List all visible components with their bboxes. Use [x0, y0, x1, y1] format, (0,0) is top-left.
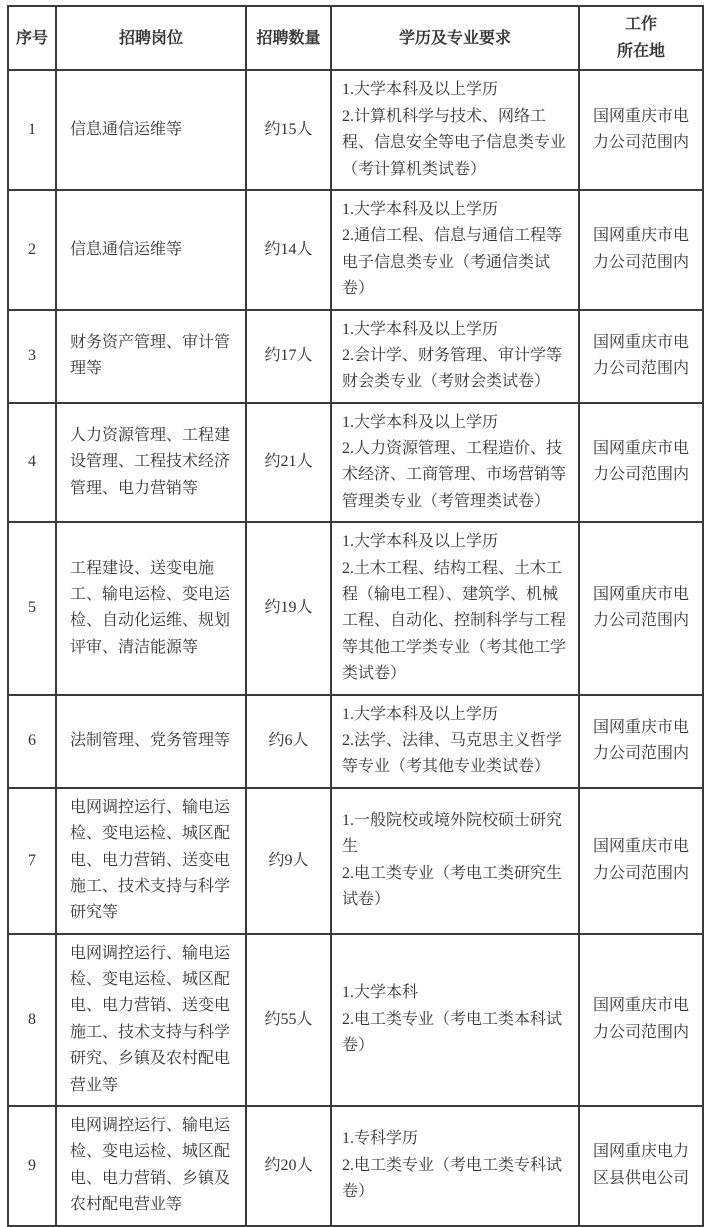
row-position: 信息通信运维等: [56, 190, 246, 310]
row-no: 4: [8, 403, 56, 523]
row-position: 法制管理、党务管理等: [56, 695, 246, 788]
row-no: 6: [8, 695, 56, 788]
requirement-line: 1.大学本科及以上学历: [342, 413, 499, 431]
row-count: 约20人: [246, 1106, 331, 1226]
row-requirements: [331, 310, 579, 403]
row-count: 约6人: [246, 695, 331, 788]
row-location: 国网重庆市电力公司范围内: [579, 788, 703, 934]
row-location: 国网重庆市电力公司范围内: [579, 70, 703, 190]
row-requirements: [331, 788, 579, 934]
row-location: 国网重庆市电力公司范围内: [579, 190, 703, 310]
row-no: 9: [8, 1106, 56, 1226]
header-location-line1: 工作: [624, 16, 657, 33]
row-no: 8: [8, 934, 56, 1106]
header-position: 招聘岗位: [56, 6, 246, 70]
table-row: [8, 695, 703, 788]
table-row: [8, 522, 703, 694]
table-header-row: [8, 6, 703, 70]
row-position: 人力资源管理、工程建设管理、工程技术经济管理、电力营销等: [56, 403, 246, 523]
header-location-line2: 所在地: [616, 43, 665, 61]
row-count: 约17人: [246, 310, 331, 403]
row-no: 5: [8, 522, 56, 694]
table-row: [8, 70, 703, 190]
requirement-line: 1.大学本科及以上学历: [342, 705, 499, 723]
row-no: 1: [8, 70, 56, 190]
requirement-line: 1.大学本科及以上学历: [342, 200, 499, 218]
row-location: 国网重庆市电力公司范围内: [579, 522, 703, 694]
row-requirements: [331, 190, 579, 310]
table-row: [8, 403, 703, 523]
table-row: [8, 310, 703, 403]
row-location: 国网重庆市电力公司范围内: [579, 934, 703, 1106]
row-no: 3: [8, 310, 56, 403]
requirement-line: 1.一般院校或境外院校硕士研究生: [342, 811, 563, 856]
row-location: 国网重庆市电力公司范围内: [579, 403, 703, 523]
table-row: [8, 190, 703, 310]
row-count: 约9人: [246, 788, 331, 934]
row-count: 约14人: [246, 190, 331, 310]
row-requirements: [331, 934, 579, 1106]
requirement-line: 1.大学本科及以上学历: [342, 81, 499, 99]
table-row: [8, 1106, 703, 1226]
row-no: 7: [8, 788, 56, 934]
requirement-line: 2.通信工程、信息与通信工程等电子信息类专业（考通信类试卷）: [342, 227, 563, 298]
table-row: [8, 788, 703, 934]
requirement-line: 1.大学本科及以上学历: [342, 320, 499, 338]
requirement-line: 2.电工类专业（考电工类研究生试卷）: [342, 864, 563, 909]
row-count: 约21人: [246, 403, 331, 523]
requirement-line: 2.电工类专业（考电工类本科试卷）: [342, 1010, 563, 1055]
row-position: 电网调控运行、输电运检、变电运检、城区配电、电力营销、送变电施工、技术支持与科学研究等: [56, 788, 246, 934]
row-no: 2: [8, 190, 56, 310]
row-count: 约55人: [246, 934, 331, 1106]
requirement-line: 2.法学、法律、马克思主义哲学等专业（考其他专业类试卷）: [342, 731, 563, 776]
requirement-line: 2.人力资源管理、工程造价、技术经济、工商管理、市场营销等管理类专业（考管理类试卷）: [342, 440, 567, 510]
requirement-line: 1.专科学历: [342, 1130, 419, 1148]
row-position: 工程建设、送变电施工、输电运检、变电运检、自动化运维、规划评审、清洁能源等: [56, 522, 246, 694]
row-requirements: [331, 695, 579, 788]
row-requirements: [331, 403, 579, 523]
row-requirements: [331, 70, 579, 190]
row-count: 约15人: [246, 70, 331, 190]
header-count: 招聘数量: [246, 6, 331, 70]
row-location: 国网重庆市电力公司范围内: [579, 310, 703, 403]
requirement-line: 1.大学本科及以上学历: [342, 533, 499, 551]
row-position: 电网调控运行、输电运检、变电运检、城区配电、电力营销、送变电施工、技术支持与科学研究、乡镇及农村配电营业等: [56, 934, 246, 1106]
header-requirements: 学历及专业要求: [331, 6, 579, 70]
header-location: [579, 6, 703, 70]
requirement-line: 2.电工类专业（考电工类专科试卷）: [342, 1156, 563, 1201]
row-location: 国网重庆市电力公司范围内: [579, 695, 703, 788]
recruitment-table: [7, 5, 704, 1227]
row-position: 信息通信运维等: [56, 70, 246, 190]
row-location: 国网重庆电力区县供电公司: [579, 1106, 703, 1226]
requirement-line: 1.大学本科: [342, 984, 419, 1002]
requirement-line: 2.土木工程、结构工程、土木工程（输电工程）、建筑学、机械工程、自动化、控制科学与工程等其他工学类专业（考其他工学类试卷）: [342, 559, 567, 683]
row-requirements: [331, 1106, 579, 1226]
row-position: 财务资产管理、审计管理等: [56, 310, 246, 403]
requirement-line: 2.计算机科学与技术、网络工程、信息安全等电子信息类专业（考计算机类试卷）: [342, 107, 567, 178]
row-position: 电网调控运行、输电运检、变电运检、城区配电、电力营销、乡镇及农村配电营业等: [56, 1106, 246, 1226]
requirement-line: 2.会计学、财务管理、审计学等财会类专业（考财会类试卷）: [342, 346, 563, 391]
header-no: 序号: [8, 6, 56, 70]
row-count: 约19人: [246, 522, 331, 694]
table-row: [8, 934, 703, 1106]
row-requirements: [331, 522, 579, 694]
